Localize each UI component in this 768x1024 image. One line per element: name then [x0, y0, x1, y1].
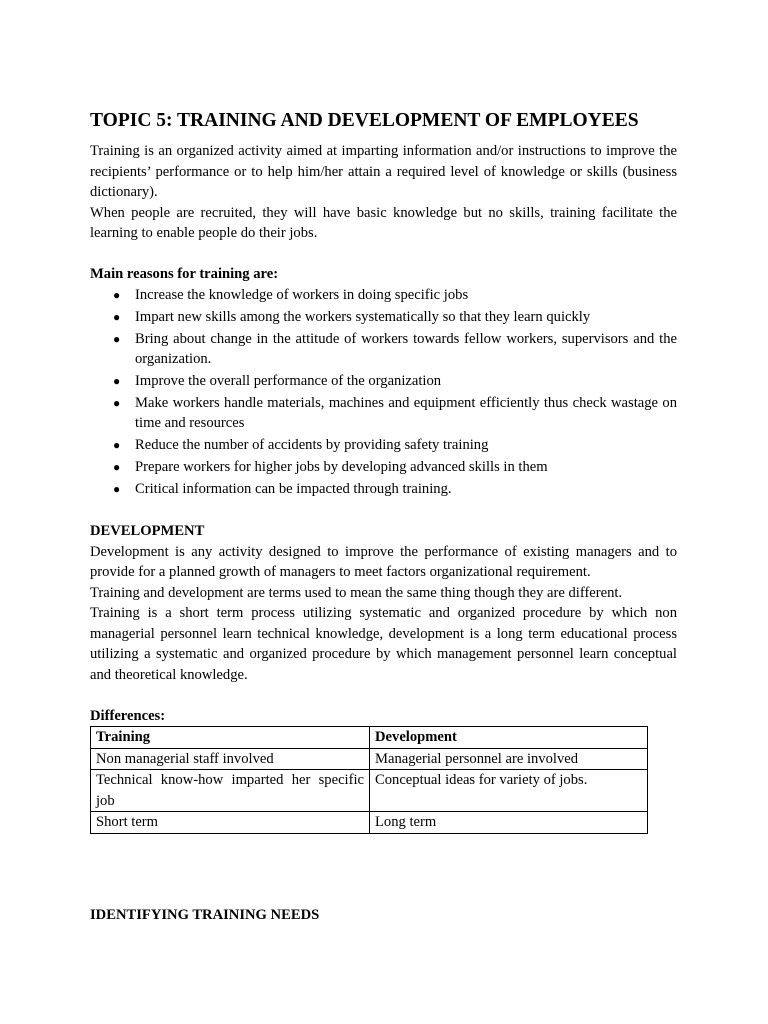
bullet-icon: ● — [113, 287, 121, 302]
page-title: TOPIC 5: TRAINING AND DEVELOPMENT OF EMPLOYEES — [90, 110, 639, 131]
development-paragraph-3: Training is a short term process utilizing systematic and organized procedure by which non managerial personnel learn technical knowledge, development is a long term educational process utilizing a systematic and organized procedure by which management personnel learn conceptual and theoretical knowledge. — [90, 605, 677, 683]
list-item-text: Critical information can be impacted through training. — [135, 480, 452, 497]
development-paragraph-1: Development is any activity designed to improve the performance of existing managers and to provide for a planned growth of managers to meet factors organizational requirement. — [90, 543, 677, 580]
table-cell: Conceptual ideas for variety of jobs. — [370, 770, 648, 812]
list-item-text: Reduce the number of accidents by providing safety training — [135, 436, 489, 453]
intro-paragraph-1: Training is an organized activity aimed at imparting information and/or instructions to improve the recipients’ performance or to help him/her attain a required level of knowledge or skills (business dictionary). — [90, 143, 677, 200]
table-row — [91, 770, 648, 812]
table-header-development: Development — [370, 727, 648, 749]
list-item — [113, 457, 677, 477]
table-header-training: Training — [91, 727, 370, 749]
list-item — [113, 479, 677, 499]
list-item — [113, 329, 677, 369]
bullet-icon: ● — [113, 395, 121, 410]
development-heading: DEVELOPMENT — [90, 523, 205, 539]
list-item — [113, 307, 677, 327]
table-cell: Long term — [370, 812, 648, 834]
table-cell: Technical know-how imparted her specific job — [91, 770, 370, 812]
identifying-heading: IDENTIFYING TRAINING NEEDS — [90, 906, 320, 923]
table-header-row — [91, 727, 648, 749]
spacer — [90, 834, 677, 905]
list-item-text: Prepare workers for higher jobs by developing advanced skills in them — [135, 458, 548, 475]
reasons-list — [90, 285, 677, 499]
development-paragraph-2: Training and development are terms used to mean the same thing though they are different. — [90, 584, 623, 601]
table-row — [91, 812, 648, 834]
table-cell: Non managerial staff involved — [91, 748, 370, 770]
list-item-text: Make workers handle materials, machines and equipment efficiently thus check wastage on time and resources — [135, 394, 677, 431]
list-item-text: Impart new skills among the workers systematically so that they learn quickly — [135, 308, 591, 325]
bullet-icon: ● — [113, 309, 121, 324]
list-item-text: Increase the knowledge of workers in doing specific jobs — [135, 286, 469, 303]
differences-heading: Differences: — [90, 707, 166, 724]
table-cell: Managerial personnel are involved — [370, 748, 648, 770]
list-item — [113, 285, 677, 305]
table-cell: Short term — [91, 812, 370, 834]
document-page — [90, 108, 677, 925]
spacer — [90, 244, 677, 265]
differences-table — [90, 726, 648, 834]
list-item — [113, 393, 677, 433]
list-item-text: Bring about change in the attitude of workers towards fellow workers, supervisors and the organization. — [135, 330, 677, 367]
reasons-heading: Main reasons for training are: — [90, 266, 279, 282]
spacer — [90, 685, 677, 706]
spacer — [90, 501, 677, 522]
table-row — [91, 748, 648, 770]
bullet-icon: ● — [113, 437, 121, 452]
list-item — [113, 435, 677, 455]
bullet-icon: ● — [113, 331, 121, 346]
list-item-text: Improve the overall performance of the organization — [135, 372, 442, 389]
bullet-icon: ● — [113, 459, 121, 474]
bullet-icon: ● — [113, 481, 121, 496]
intro-paragraph-2: When people are recruited, they will have basic knowledge but no skills, training facilitate the learning to enable people do their jobs. — [90, 204, 677, 241]
bullet-icon: ● — [113, 373, 121, 388]
list-item — [113, 371, 677, 391]
